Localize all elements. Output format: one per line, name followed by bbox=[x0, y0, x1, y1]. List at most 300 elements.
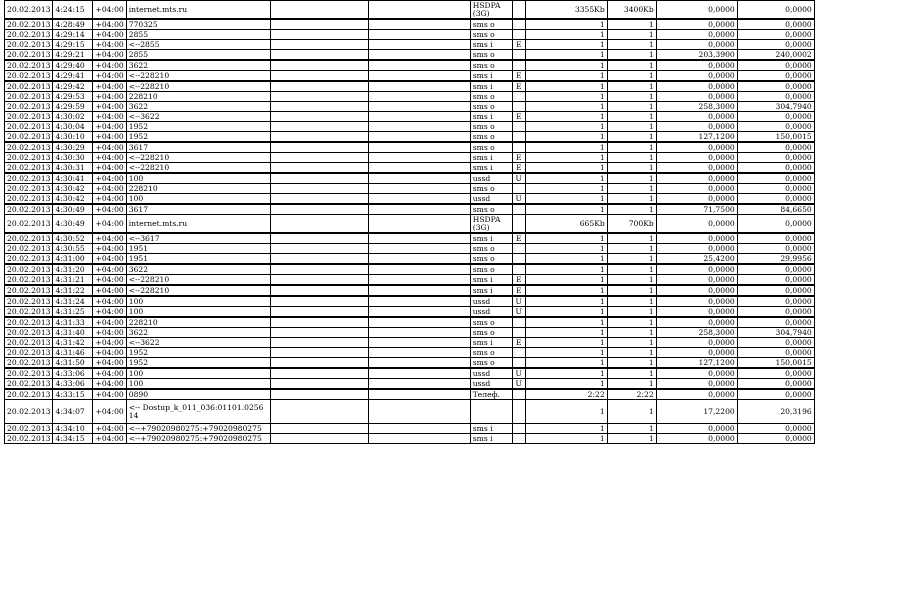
timezone-cell: +04:00 bbox=[93, 71, 126, 82]
flag-cell bbox=[512, 215, 525, 234]
table-row bbox=[5, 379, 815, 390]
timezone-cell: +04:00 bbox=[93, 142, 126, 153]
billed-quantity-cell: 1 bbox=[607, 132, 656, 143]
cost-cell: 71,7500 bbox=[656, 204, 737, 215]
total-cell: 0,0000 bbox=[737, 122, 814, 132]
empty-cell-b bbox=[368, 400, 470, 424]
service-cell bbox=[470, 400, 512, 424]
total-cell: 0,0000 bbox=[737, 40, 814, 50]
date-cell: 20.02.2013 bbox=[5, 122, 53, 132]
cost-cell: 0,0000 bbox=[656, 379, 737, 390]
timezone-cell: +04:00 bbox=[93, 194, 126, 205]
service-cell: ussd bbox=[470, 173, 512, 184]
flag-cell bbox=[512, 424, 525, 434]
empty-cell-a bbox=[270, 40, 368, 50]
number-cell: <--228210 bbox=[126, 153, 270, 163]
date-cell: 20.02.2013 bbox=[5, 40, 53, 50]
time-cell: 4:31:24 bbox=[53, 296, 93, 307]
time-cell: 4:31:46 bbox=[53, 348, 93, 358]
number-cell: 100 bbox=[126, 307, 270, 318]
table-row bbox=[5, 81, 815, 92]
quantity-cell: 1 bbox=[525, 424, 607, 434]
flag-cell bbox=[512, 358, 525, 369]
empty-cell-b bbox=[368, 358, 470, 369]
billed-quantity-cell: 1 bbox=[607, 142, 656, 153]
flag-cell: E bbox=[512, 338, 525, 348]
time-cell: 4:29:59 bbox=[53, 102, 93, 112]
cost-cell: 0,0000 bbox=[656, 307, 737, 318]
call-detail-table bbox=[4, 0, 815, 444]
timezone-cell: +04:00 bbox=[93, 368, 126, 379]
flag-cell bbox=[512, 60, 525, 71]
time-cell: 4:31:21 bbox=[53, 275, 93, 286]
quantity-cell: 1 bbox=[525, 112, 607, 122]
quantity-cell: 1 bbox=[525, 204, 607, 215]
table-row bbox=[5, 173, 815, 184]
billed-quantity-cell: 1 bbox=[607, 307, 656, 318]
number-cell: <--3622 bbox=[126, 338, 270, 348]
table-row bbox=[5, 368, 815, 379]
date-cell: 20.02.2013 bbox=[5, 233, 53, 244]
service-cell: sms i bbox=[470, 338, 512, 348]
date-cell: 20.02.2013 bbox=[5, 194, 53, 205]
service-cell: sms o bbox=[470, 328, 512, 338]
service-cell: ussd bbox=[470, 194, 512, 205]
table-row bbox=[5, 50, 815, 61]
total-cell: 150,0015 bbox=[737, 132, 814, 143]
cost-cell: 0,0000 bbox=[656, 348, 737, 358]
flag-cell bbox=[512, 102, 525, 112]
table-row bbox=[5, 102, 815, 112]
total-cell: 0,0000 bbox=[737, 317, 814, 328]
empty-cell-b bbox=[368, 434, 470, 444]
time-cell: 4:34:07 bbox=[53, 400, 93, 424]
empty-cell-b bbox=[368, 328, 470, 338]
billed-quantity-cell: 1 bbox=[607, 285, 656, 296]
empty-cell-a bbox=[270, 163, 368, 174]
billed-quantity-cell: 1 bbox=[607, 379, 656, 390]
date-cell: 20.02.2013 bbox=[5, 328, 53, 338]
flag-cell bbox=[512, 434, 525, 444]
service-cell: sms i bbox=[470, 434, 512, 444]
flag-cell: E bbox=[512, 112, 525, 122]
cost-cell: 0,0000 bbox=[656, 184, 737, 194]
date-cell: 20.02.2013 bbox=[5, 275, 53, 286]
cost-cell: 0,0000 bbox=[656, 424, 737, 434]
number-cell: 100 bbox=[126, 194, 270, 205]
date-cell: 20.02.2013 bbox=[5, 30, 53, 40]
empty-cell-b bbox=[368, 389, 470, 400]
flag-cell bbox=[512, 184, 525, 194]
time-cell: 4:30:42 bbox=[53, 184, 93, 194]
flag-cell: E bbox=[512, 285, 525, 296]
service-cell: sms i bbox=[470, 233, 512, 244]
number-cell: 1952 bbox=[126, 132, 270, 143]
total-cell: 0,0000 bbox=[737, 285, 814, 296]
quantity-cell: 1 bbox=[525, 264, 607, 275]
timezone-cell: +04:00 bbox=[93, 60, 126, 71]
cost-cell: 0,0000 bbox=[656, 19, 737, 30]
date-cell: 20.02.2013 bbox=[5, 153, 53, 163]
service-cell: sms o bbox=[470, 50, 512, 61]
empty-cell-b bbox=[368, 264, 470, 275]
quantity-cell: 1 bbox=[525, 173, 607, 184]
empty-cell-a bbox=[270, 244, 368, 254]
number-cell: 0890 bbox=[126, 389, 270, 400]
empty-cell-b bbox=[368, 173, 470, 184]
empty-cell-a bbox=[270, 204, 368, 215]
table-row bbox=[5, 307, 815, 318]
number-cell: <--228210 bbox=[126, 275, 270, 286]
cost-cell: 0,0000 bbox=[656, 122, 737, 132]
flag-cell: E bbox=[512, 153, 525, 163]
time-cell: 4:34:10 bbox=[53, 424, 93, 434]
timezone-cell: +04:00 bbox=[93, 358, 126, 369]
flag-cell: U bbox=[512, 368, 525, 379]
time-cell: 4:31:40 bbox=[53, 328, 93, 338]
cost-cell: 0,0000 bbox=[656, 434, 737, 444]
empty-cell-a bbox=[270, 424, 368, 434]
number-cell: <--228210 bbox=[126, 71, 270, 82]
cost-cell: 127,1200 bbox=[656, 358, 737, 369]
time-cell: 4:29:53 bbox=[53, 92, 93, 102]
cost-cell: 0,0000 bbox=[656, 338, 737, 348]
time-cell: 4:30:29 bbox=[53, 142, 93, 153]
service-cell: sms i bbox=[470, 81, 512, 92]
empty-cell-b bbox=[368, 40, 470, 50]
quantity-cell: 1 bbox=[525, 275, 607, 286]
date-cell: 20.02.2013 bbox=[5, 264, 53, 275]
time-cell: 4:33:06 bbox=[53, 379, 93, 390]
quantity-cell: 1 bbox=[525, 358, 607, 369]
flag-cell bbox=[512, 389, 525, 400]
table-row bbox=[5, 30, 815, 40]
quantity-cell: 1 bbox=[525, 233, 607, 244]
empty-cell-b bbox=[368, 244, 470, 254]
table-row bbox=[5, 122, 815, 132]
empty-cell-b bbox=[368, 60, 470, 71]
table-row bbox=[5, 389, 815, 400]
empty-cell-a bbox=[270, 215, 368, 234]
number-cell: <--+79020980275:+79020980275 bbox=[126, 424, 270, 434]
number-cell: 3622 bbox=[126, 264, 270, 275]
cost-cell: 0,0000 bbox=[656, 71, 737, 82]
table-row bbox=[5, 358, 815, 369]
number-cell: <--3617 bbox=[126, 233, 270, 244]
flag-cell bbox=[512, 400, 525, 424]
date-cell: 20.02.2013 bbox=[5, 81, 53, 92]
service-cell: sms i bbox=[470, 71, 512, 82]
flag-cell bbox=[512, 328, 525, 338]
cost-cell: 203,3900 bbox=[656, 50, 737, 61]
billed-quantity-cell: 1 bbox=[607, 102, 656, 112]
service-cell: sms o bbox=[470, 132, 512, 143]
timezone-cell: +04:00 bbox=[93, 92, 126, 102]
empty-cell-a bbox=[270, 132, 368, 143]
empty-cell-a bbox=[270, 81, 368, 92]
time-cell: 4:31:20 bbox=[53, 264, 93, 275]
table-row bbox=[5, 275, 815, 286]
timezone-cell: +04:00 bbox=[93, 244, 126, 254]
table-row bbox=[5, 163, 815, 174]
date-cell: 20.02.2013 bbox=[5, 112, 53, 122]
total-cell: 0,0000 bbox=[737, 1, 814, 20]
total-cell: 0,0000 bbox=[737, 296, 814, 307]
service-cell: ussd bbox=[470, 307, 512, 318]
empty-cell-b bbox=[368, 204, 470, 215]
number-cell: 770325 bbox=[126, 19, 270, 30]
empty-cell-a bbox=[270, 102, 368, 112]
table-row bbox=[5, 296, 815, 307]
table-row bbox=[5, 434, 815, 444]
empty-cell-a bbox=[270, 60, 368, 71]
timezone-cell: +04:00 bbox=[93, 424, 126, 434]
table-row bbox=[5, 338, 815, 348]
billed-quantity-cell: 1 bbox=[607, 233, 656, 244]
quantity-cell: 1 bbox=[525, 434, 607, 444]
time-cell: 4:30:52 bbox=[53, 233, 93, 244]
number-cell: 3622 bbox=[126, 102, 270, 112]
time-cell: 4:29:14 bbox=[53, 30, 93, 40]
number-cell: 3617 bbox=[126, 204, 270, 215]
billed-quantity-cell: 1 bbox=[607, 204, 656, 215]
date-cell: 20.02.2013 bbox=[5, 296, 53, 307]
quantity-cell: 1 bbox=[525, 122, 607, 132]
timezone-cell: +04:00 bbox=[93, 204, 126, 215]
total-cell: 0,0000 bbox=[737, 215, 814, 234]
flag-cell bbox=[512, 92, 525, 102]
timezone-cell: +04:00 bbox=[93, 317, 126, 328]
total-cell: 0,0000 bbox=[737, 173, 814, 184]
service-cell: sms o bbox=[470, 204, 512, 215]
quantity-cell: 1 bbox=[525, 30, 607, 40]
flag-cell bbox=[512, 122, 525, 132]
table-row bbox=[5, 19, 815, 30]
date-cell: 20.02.2013 bbox=[5, 173, 53, 184]
empty-cell-b bbox=[368, 30, 470, 40]
timezone-cell: +04:00 bbox=[93, 184, 126, 194]
quantity-cell: 665Kb bbox=[525, 215, 607, 234]
quantity-cell: 1 bbox=[525, 317, 607, 328]
service-cell: sms o bbox=[470, 348, 512, 358]
empty-cell-b bbox=[368, 307, 470, 318]
service-cell: sms o bbox=[470, 358, 512, 369]
time-cell: 4:30:02 bbox=[53, 112, 93, 122]
quantity-cell: 1 bbox=[525, 81, 607, 92]
empty-cell-a bbox=[270, 122, 368, 132]
timezone-cell: +04:00 bbox=[93, 132, 126, 143]
service-cell: sms o bbox=[470, 184, 512, 194]
table-row bbox=[5, 254, 815, 265]
timezone-cell: +04:00 bbox=[93, 153, 126, 163]
empty-cell-a bbox=[270, 50, 368, 61]
total-cell: 0,0000 bbox=[737, 244, 814, 254]
time-cell: 4:30:10 bbox=[53, 132, 93, 143]
service-cell: sms i bbox=[470, 424, 512, 434]
total-cell: 0,0000 bbox=[737, 71, 814, 82]
empty-cell-a bbox=[270, 389, 368, 400]
table-row bbox=[5, 233, 815, 244]
time-cell: 4:29:40 bbox=[53, 60, 93, 71]
service-cell: Телеф. bbox=[470, 389, 512, 400]
cost-cell: 0,0000 bbox=[656, 173, 737, 184]
number-cell: 100 bbox=[126, 379, 270, 390]
service-cell: sms i bbox=[470, 163, 512, 174]
timezone-cell: +04:00 bbox=[93, 1, 126, 20]
empty-cell-b bbox=[368, 348, 470, 358]
timezone-cell: +04:00 bbox=[93, 215, 126, 234]
billed-quantity-cell: 1 bbox=[607, 81, 656, 92]
timezone-cell: +04:00 bbox=[93, 254, 126, 265]
empty-cell-a bbox=[270, 71, 368, 82]
total-cell: 0,0000 bbox=[737, 275, 814, 286]
cost-cell: 0,0000 bbox=[656, 142, 737, 153]
timezone-cell: +04:00 bbox=[93, 102, 126, 112]
quantity-cell: 1 bbox=[525, 163, 607, 174]
empty-cell-a bbox=[270, 338, 368, 348]
cost-cell: 0,0000 bbox=[656, 233, 737, 244]
timezone-cell: +04:00 bbox=[93, 30, 126, 40]
cost-cell: 0,0000 bbox=[656, 285, 737, 296]
table-row bbox=[5, 60, 815, 71]
flag-cell: E bbox=[512, 40, 525, 50]
billed-quantity-cell: 1 bbox=[607, 71, 656, 82]
number-cell: 3622 bbox=[126, 328, 270, 338]
date-cell: 20.02.2013 bbox=[5, 92, 53, 102]
flag-cell bbox=[512, 142, 525, 153]
quantity-cell: 1 bbox=[525, 50, 607, 61]
billed-quantity-cell: 1 bbox=[607, 40, 656, 50]
flag-cell bbox=[512, 244, 525, 254]
billed-quantity-cell: 1 bbox=[607, 19, 656, 30]
table-row bbox=[5, 153, 815, 163]
flag-cell bbox=[512, 254, 525, 265]
time-cell: 4:30:42 bbox=[53, 194, 93, 205]
flag-cell: U bbox=[512, 173, 525, 184]
number-cell: <--+79020980275:+79020980275 bbox=[126, 434, 270, 444]
table-row bbox=[5, 92, 815, 102]
flag-cell bbox=[512, 30, 525, 40]
billed-quantity-cell: 1 bbox=[607, 184, 656, 194]
time-cell: 4:33:06 bbox=[53, 368, 93, 379]
timezone-cell: +04:00 bbox=[93, 338, 126, 348]
date-cell: 20.02.2013 bbox=[5, 358, 53, 369]
billed-quantity-cell: 2:22 bbox=[607, 389, 656, 400]
number-cell: 3617 bbox=[126, 142, 270, 153]
date-cell: 20.02.2013 bbox=[5, 50, 53, 61]
flag-cell: E bbox=[512, 81, 525, 92]
total-cell: 0,0000 bbox=[737, 112, 814, 122]
time-cell: 4:30:49 bbox=[53, 215, 93, 234]
cost-cell: 0,0000 bbox=[656, 81, 737, 92]
table-row bbox=[5, 215, 815, 234]
quantity-cell: 1 bbox=[525, 184, 607, 194]
date-cell: 20.02.2013 bbox=[5, 338, 53, 348]
timezone-cell: +04:00 bbox=[93, 285, 126, 296]
number-cell: 2855 bbox=[126, 30, 270, 40]
empty-cell-b bbox=[368, 50, 470, 61]
number-cell: 2855 bbox=[126, 50, 270, 61]
time-cell: 4:31:25 bbox=[53, 307, 93, 318]
empty-cell-b bbox=[368, 112, 470, 122]
total-cell: 0,0000 bbox=[737, 153, 814, 163]
service-cell: sms o bbox=[470, 264, 512, 275]
empty-cell-a bbox=[270, 328, 368, 338]
total-cell: 0,0000 bbox=[737, 264, 814, 275]
date-cell: 20.02.2013 bbox=[5, 307, 53, 318]
empty-cell-a bbox=[270, 368, 368, 379]
total-cell: 304,7940 bbox=[737, 102, 814, 112]
empty-cell-b bbox=[368, 163, 470, 174]
service-cell: HSDPA (3G) bbox=[470, 215, 512, 234]
billed-quantity-cell: 1 bbox=[607, 338, 656, 348]
table-row bbox=[5, 328, 815, 338]
timezone-cell: +04:00 bbox=[93, 163, 126, 174]
date-cell: 20.02.2013 bbox=[5, 142, 53, 153]
empty-cell-b bbox=[368, 233, 470, 244]
time-cell: 4:30:49 bbox=[53, 204, 93, 215]
time-cell: 4:30:41 bbox=[53, 173, 93, 184]
empty-cell-b bbox=[368, 194, 470, 205]
number-cell: 1951 bbox=[126, 254, 270, 265]
total-cell: 0,0000 bbox=[737, 348, 814, 358]
cost-cell: 0,0000 bbox=[656, 112, 737, 122]
empty-cell-a bbox=[270, 348, 368, 358]
date-cell: 20.02.2013 bbox=[5, 368, 53, 379]
number-cell: 1951 bbox=[126, 244, 270, 254]
total-cell: 0,0000 bbox=[737, 60, 814, 71]
date-cell: 20.02.2013 bbox=[5, 434, 53, 444]
timezone-cell: +04:00 bbox=[93, 19, 126, 30]
date-cell: 20.02.2013 bbox=[5, 163, 53, 174]
service-cell: ussd bbox=[470, 368, 512, 379]
table-row bbox=[5, 400, 815, 424]
empty-cell-a bbox=[270, 194, 368, 205]
table-row bbox=[5, 184, 815, 194]
total-cell: 20,3196 bbox=[737, 400, 814, 424]
timezone-cell: +04:00 bbox=[93, 379, 126, 390]
empty-cell-a bbox=[270, 317, 368, 328]
cost-cell: 0,0000 bbox=[656, 1, 737, 20]
empty-cell-a bbox=[270, 1, 368, 20]
empty-cell-b bbox=[368, 184, 470, 194]
time-cell: 4:34:15 bbox=[53, 434, 93, 444]
total-cell: 0,0000 bbox=[737, 92, 814, 102]
quantity-cell: 1 bbox=[525, 307, 607, 318]
total-cell: 0,0000 bbox=[737, 163, 814, 174]
service-cell: sms o bbox=[470, 102, 512, 112]
time-cell: 4:31:00 bbox=[53, 254, 93, 265]
service-cell: sms o bbox=[470, 19, 512, 30]
service-cell: sms o bbox=[470, 254, 512, 265]
empty-cell-b bbox=[368, 317, 470, 328]
billed-quantity-cell: 1 bbox=[607, 112, 656, 122]
total-cell: 0,0000 bbox=[737, 30, 814, 40]
empty-cell-a bbox=[270, 153, 368, 163]
timezone-cell: +04:00 bbox=[93, 296, 126, 307]
billed-quantity-cell: 1 bbox=[607, 434, 656, 444]
table-row bbox=[5, 285, 815, 296]
timezone-cell: +04:00 bbox=[93, 275, 126, 286]
time-cell: 4:31:33 bbox=[53, 317, 93, 328]
cost-cell: 0,0000 bbox=[656, 92, 737, 102]
total-cell: 0,0000 bbox=[737, 434, 814, 444]
timezone-cell: +04:00 bbox=[93, 434, 126, 444]
time-cell: 4:30:55 bbox=[53, 244, 93, 254]
quantity-cell: 1 bbox=[525, 153, 607, 163]
flag-cell: U bbox=[512, 194, 525, 205]
empty-cell-a bbox=[270, 112, 368, 122]
